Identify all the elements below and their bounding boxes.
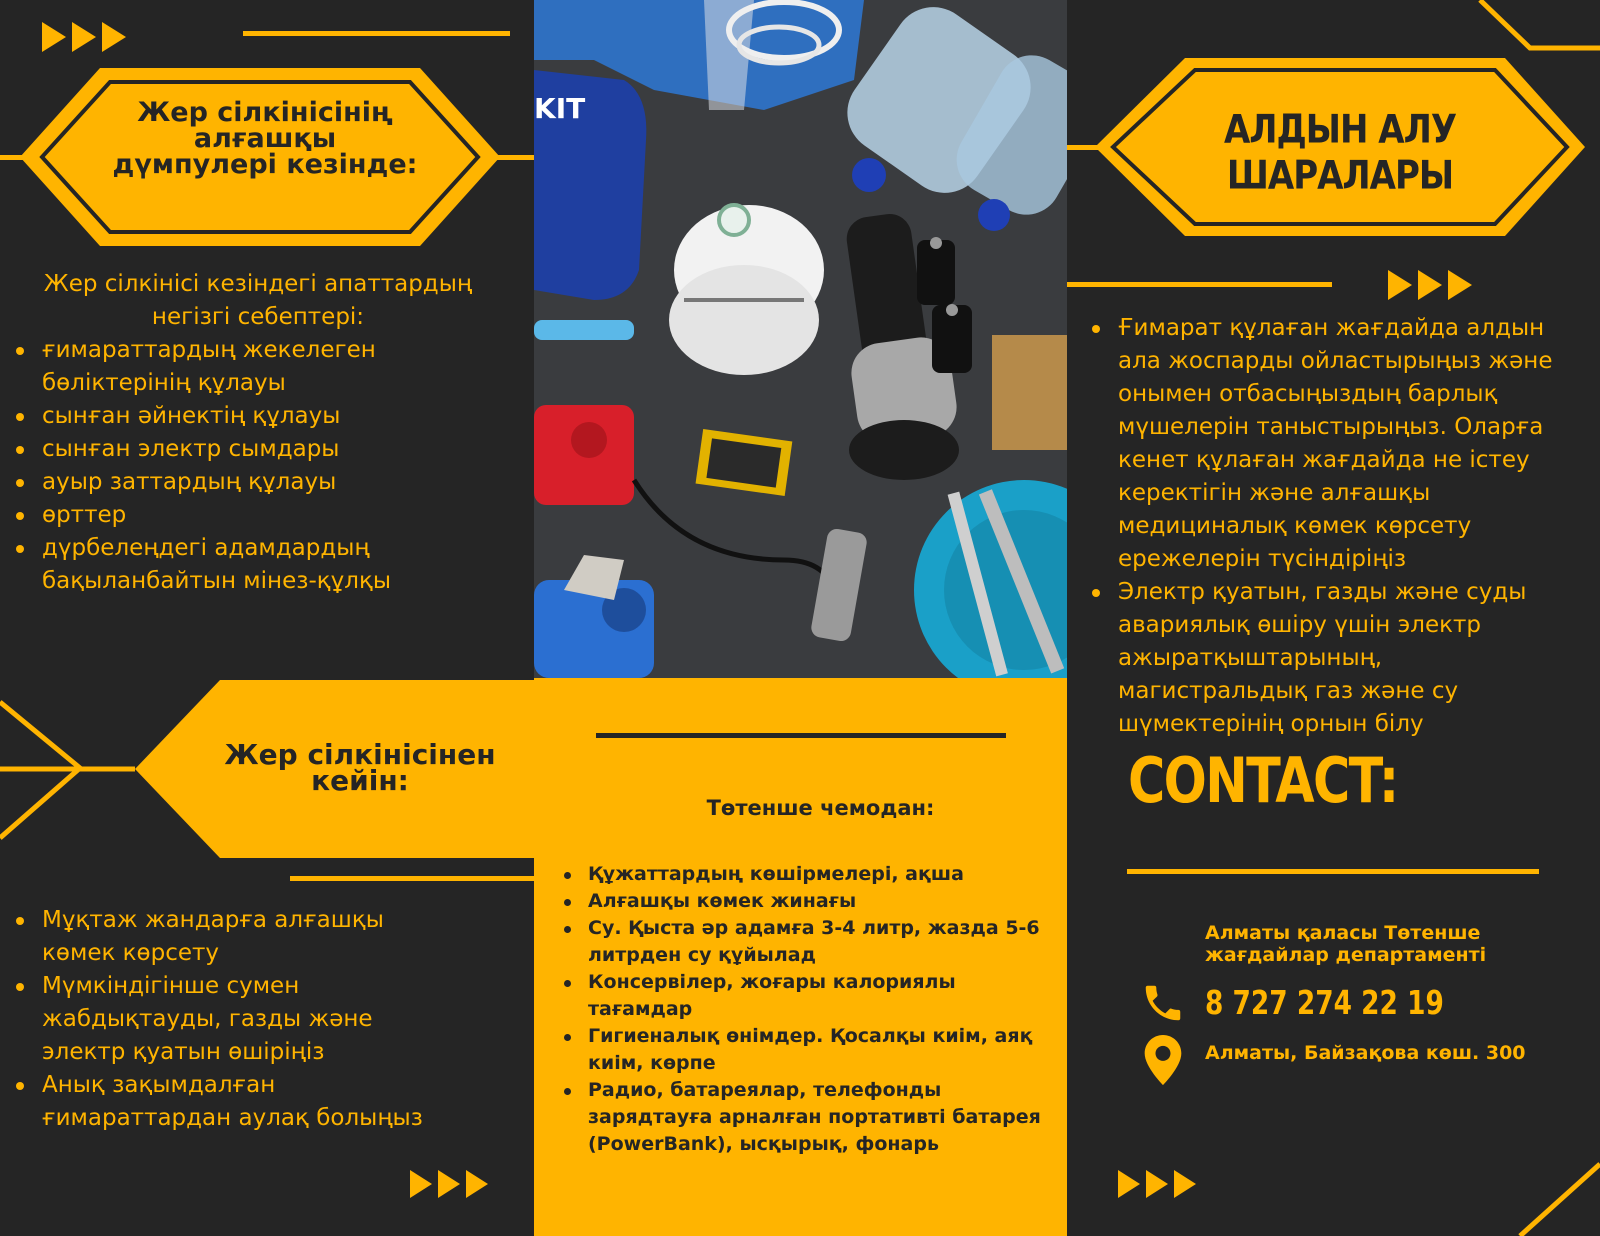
causes-intro: Жер сілкінісі кезіндегі апаттардың негізгі себептері: [43,271,473,330]
list-item: Мүмкіндігінше сумен жабдықтауды, газды және электр қуатын өшіріңіз [12,970,432,1069]
divider-line [290,876,534,881]
list-item: Гигиеналық өнімдер. Қосалқы киім, аяқ киім, көрпе [556,1023,1046,1077]
list-item: Құжаттардың көшірмелері, ақша [556,861,1046,888]
left-heading: Жер сілкінісінің алғашқы дүмпулері кезінде: [112,97,418,180]
contact-address: Алматы, Байзақова көш. 300 [1205,1042,1526,1064]
divider-line [243,31,510,36]
list-item: Радио, батареялар, телефонды зарядтауға арналған портативті батарея (PowerBank), ысқырық, фонарь [556,1077,1046,1158]
kit-label: KIT [534,92,586,125]
arrow-decoration-top-left [42,22,126,52]
arrow-decoration-right [1388,270,1472,300]
causes-list [12,334,512,598]
kit-heading: Төтенше чемодан: [706,796,935,820]
phone-icon [1140,980,1186,1030]
corner-decoration [1510,1160,1600,1236]
kit-panel [534,678,1067,1236]
location-pin-icon [1143,1035,1183,1089]
after-list [12,904,432,1135]
list-item: дүрбелеңдегі адамдардың бақыланбайтын мінез-құлқы [12,532,512,598]
emergency-kit-photo [534,0,1067,678]
arrow-decoration-bottom-left [410,1170,488,1198]
contact-phone[interactable]: 8 727 274 22 19 [1205,983,1444,1022]
corner-decoration [1470,0,1600,60]
list-item: сынған электр сымдары [12,433,512,466]
prevention-list [1088,312,1578,741]
list-item: Анық зақымдалған ғимараттардан аулақ болыңыз [12,1069,432,1135]
list-item: Ғимарат құлаған жағдайда алдын ала жоспарды ойластырыңыз және онымен отбасыңыздың барлық мүшелерін таныстырыңыз. Оларға кенет құлаған жағдайда не істеу керектігін және алғашқы медициналық көмек көрсету ережелерін түсіндіріңіз [1088,312,1578,576]
after-heading: Жер сілкінісінен кейін: [224,738,496,797]
divider-line [596,733,1006,738]
arrow-decoration-bottom-right [1118,1170,1196,1198]
divider-line [1127,869,1539,874]
list-item: ауыр заттардың құлауы [12,466,512,499]
list-item: Су. Қыста әр адамға 3-4 литр, жазда 5-6 литрден су құйылад [556,915,1046,969]
list-item: Алғашқы көмек жинағы [556,888,1046,915]
list-item: Мұқтаж жандарға алғашқы көмек көрсету [12,904,432,970]
list-item: ғимараттардың жекелеген бөліктерінің құлауы [12,334,512,400]
list-item: өрттер [12,499,512,532]
divider-line [1067,282,1332,287]
contact-heading: CONTACT: [1128,744,1398,817]
kit-list [556,861,1046,1158]
list-item: Консервілер, жоғары калориялы тағамдар [556,969,1046,1023]
list-item: сынған әйнектің құлауы [12,400,512,433]
contact-org: Алматы қаласы Төтенше жағдайлар департаменті [1205,922,1487,966]
prevention-heading: АЛДЫН АЛУ ШАРАЛАРЫ [1223,107,1457,199]
list-item: Электр қуатын, газды және суды авариялық өшіру үшін электр ажыратқыштарының, магистральдық газ және су шүмектерінің орнын білу [1088,576,1578,741]
